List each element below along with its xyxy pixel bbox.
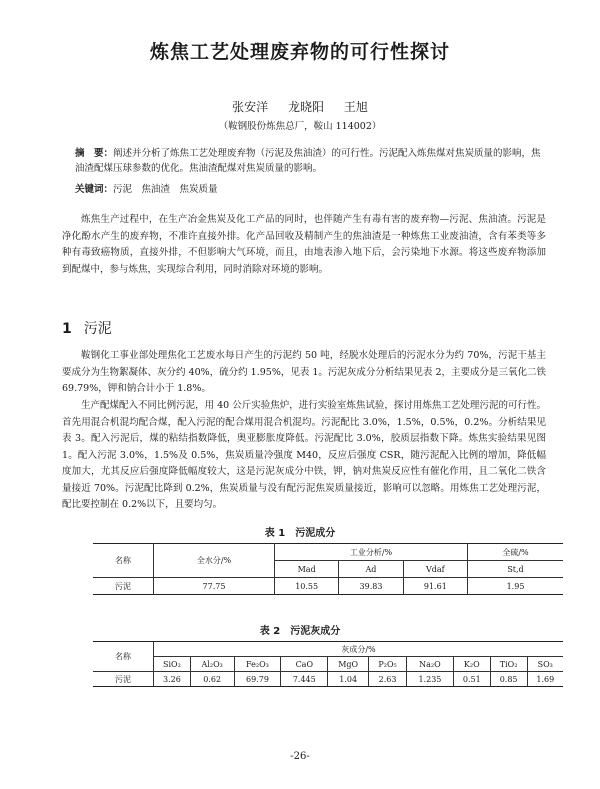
section-number: 1 (62, 321, 72, 337)
table2-caption: 表 2 污泥灰成分 (259, 626, 341, 637)
keywords-text: 污泥 焦油渣 焦炭质量 (113, 184, 218, 195)
table1-subheader: St,d (468, 561, 564, 578)
table1-cell: 39.83 (339, 578, 403, 595)
abstract (75, 146, 545, 176)
table2-cell: 0.51 (453, 672, 490, 687)
table1-cell: 91.61 (403, 578, 467, 595)
keywords (75, 181, 218, 195)
table2-subheader: CaO (281, 657, 328, 672)
table1-cell: 污泥 (115, 581, 131, 591)
table2-subheader: SiO₂ (154, 657, 191, 672)
table2-header-group: 灰成分/% (154, 642, 564, 657)
page-number: -26- (290, 751, 310, 762)
table2-cell: 污泥 (115, 674, 131, 684)
table2 (93, 641, 563, 687)
table2-cell: 1.04 (328, 672, 369, 687)
table2-cell: 69.79 (234, 672, 281, 687)
table1 (93, 543, 563, 595)
table2-cell: 0.85 (490, 672, 527, 687)
table2-header-name: 名称 (93, 642, 154, 672)
table2-cell: 3.26 (154, 672, 191, 687)
table2-subheader: Al₂O₃ (190, 657, 234, 672)
paper-title: 炼焦工艺处理废弃物的可行性探讨 (149, 41, 450, 63)
table1-subheader: Ad (339, 561, 403, 578)
table2-subheader: SO₃ (527, 657, 563, 672)
table1-header-industrial: 工业分析/% (275, 544, 468, 561)
table1-caption: 表 1 污泥成分 (264, 528, 336, 539)
intro-paragraph: 炼焦生产过程中，在生产冶金焦炭及化工产品的同时，也伴随产生有毒有害的废弃物—污泥、焦油渣。污泥是净化酚水产生的废弃物，不准许直接外排。化产品回收及精制产生的焦油渣是一种炼焦工业废油渣，含有苯类等多种有毒致癌物质，直接外排，不但影响大气环境，而且，由地表渗入地下后，会污染地下水源。将这些废弃物添加到配煤中，参与炼焦，实现综合利用，同时消除对环境的影响。 (62, 214, 546, 275)
table1-header-sulfur: 全硫/% (468, 544, 564, 561)
body-paragraph: 鞍钢化工事业部处理焦化工艺废水每日产生的污泥约 50 吨，经脱水处理后的污泥水分为约 70%，污泥干基主要成分为生物絮凝体、灰分约 40%，硫分约 1.95%，见表 1。污泥灰成分分析结果见表 2，主要成分是三氧化二铁 69.79%，钾和钠合计小于 1.8%。 (62, 350, 546, 394)
keywords-label: 关键词： (75, 184, 114, 195)
author: 张安洋 (232, 100, 269, 114)
table2-cell: 1.235 (407, 672, 454, 687)
table1-cell: 10.55 (275, 578, 339, 595)
table2-cell: 1.69 (527, 672, 563, 687)
table1-subheader: Vdaf (403, 561, 467, 578)
abstract-text: 阐述并分析了炼焦工艺处理废弃物（污泥及焦油渣）的可行性。污泥配入炼焦煤对焦炭质量的影响，焦油渣配煤压球参数的优化。焦油渣配煤对焦炭质量的影响。 (75, 148, 541, 174)
section-heading (62, 318, 112, 338)
author: 龙晓阳 (287, 100, 324, 114)
table1-header-name: 名称 (93, 544, 154, 578)
table1-cell: 1.95 (468, 578, 564, 595)
table2-subheader: Fe₂O₃ (234, 657, 281, 672)
table2-subheader: Na₂O (407, 657, 454, 672)
table1-cell: 77.75 (154, 578, 275, 595)
table2-subheader: TiO₂ (490, 657, 527, 672)
table2-subheader: P₂O₅ (369, 657, 407, 672)
author: 王旭 (343, 100, 368, 114)
table2-subheader: MgO (328, 657, 369, 672)
body-paragraph: 生产配煤配入不同比例污泥，用 40 公斤实验焦炉，进行实验室炼焦试验，探讨用炼焦工艺处理污泥的可行性。首先用混合机混均配合煤，配入污泥的配合煤用混合机混均。污泥配比 3.0%，1.5%，0.5%，0.2%。分析结果见表 3。配入污泥后，煤的粘结指数降低，奥亚膨胀度降低。污泥配比 3.0%，胶质层指数下降。炼焦实验结果见图 1。配入污泥 3.0%，1.5%及 0.5%，焦炭质量冷强度 M40，反应后强度 CSR，随污泥配入比例的增加，降低幅度加大，尤其反应后强度降低幅度较大，这是污泥灰成分中铁，钾，钠对焦炭反应性有催化作用，且二氧化二铁含量接近 70%。污泥配比降到 0.2%，焦炭质量与没有配污泥焦炭质量接近，影响可以忽略。用炼焦工艺处理污泥，配比要控制在 0.2%以下，且要均匀。 (62, 400, 546, 510)
affiliation: （鞍钢股份炼焦总厂，鞍山 114002） (218, 121, 382, 132)
table2-cell: 0.62 (190, 672, 234, 687)
table1-subheader: Mad (275, 561, 339, 578)
table2-cell: 7.445 (281, 672, 328, 687)
section-title: 污泥 (83, 321, 112, 337)
table2-subheader: K₂O (453, 657, 490, 672)
table2-cell: 2.63 (369, 672, 407, 687)
table1-header-water: 全水分/% (154, 544, 275, 578)
author-list (0, 98, 600, 115)
abstract-label: 摘 要： (75, 148, 114, 159)
